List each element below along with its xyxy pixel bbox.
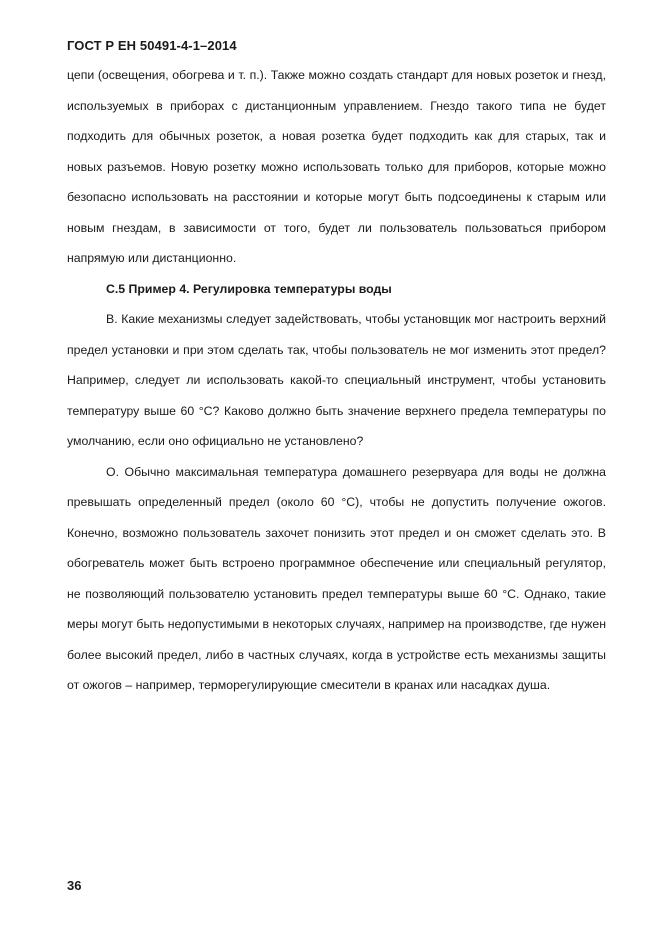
document-header: ГОСТ Р ЕН 50491-4-1–2014 bbox=[67, 38, 237, 53]
document-body bbox=[67, 60, 606, 701]
page-number: 36 bbox=[67, 878, 82, 893]
paragraph-continuation: цепи (освещения, обогрева и т. п.). Также можно создать стандарт для новых розеток и гнезд, используемых в приборах с дистанционным управлением. Гнездо такого типа не будет подходить для обычных розеток, а новая розетка будет подходить как для старых, так и новых разъемов. Новую розетку можно использовать только для приборов, которые можно безопасно использовать на расстоянии и которые могут быть подсоединены к старым или новым гнездам, в зависимости от того, будет ли пользователь пользоваться прибором напрямую или дистанционно. bbox=[67, 68, 606, 265]
paragraph-answer: О. Обычно максимальная температура домашнего резервуара для воды не должна превышать определенный предел (около 60 °С), чтобы не допустить получение ожогов. Конечно, возможно пользователь захочет понизить этот предел и он сможет сделать это. В обогреватель может быть встроено программное обеспечение или специальный регулятор, не позволяющий пользователю установить предел температуры выше 60 °С. Однако, такие меры могут быть недопустимыми в некоторых случаях, например на производстве, где нужен более высокий предел, либо в частных случаях, когда в устройстве есть механизмы защиты от ожогов – например, терморегулирующие смесители в кранах или насадках душа. bbox=[67, 464, 606, 692]
paragraph-question: В. Какие механизмы следует задействовать, чтобы установщик мог настроить верхний предел установки и при этом сделать так, чтобы пользователь не мог изменить этот предел? Например, следует ли использовать какой-то специальный инструмент, чтобы установить температуру выше 60 °С? Каково должно быть значение верхнего предела температуры по умолчанию, если оно официально не установлено? bbox=[67, 312, 606, 448]
section-heading: C.5 Пример 4. Регулировка температуры воды bbox=[106, 281, 392, 296]
